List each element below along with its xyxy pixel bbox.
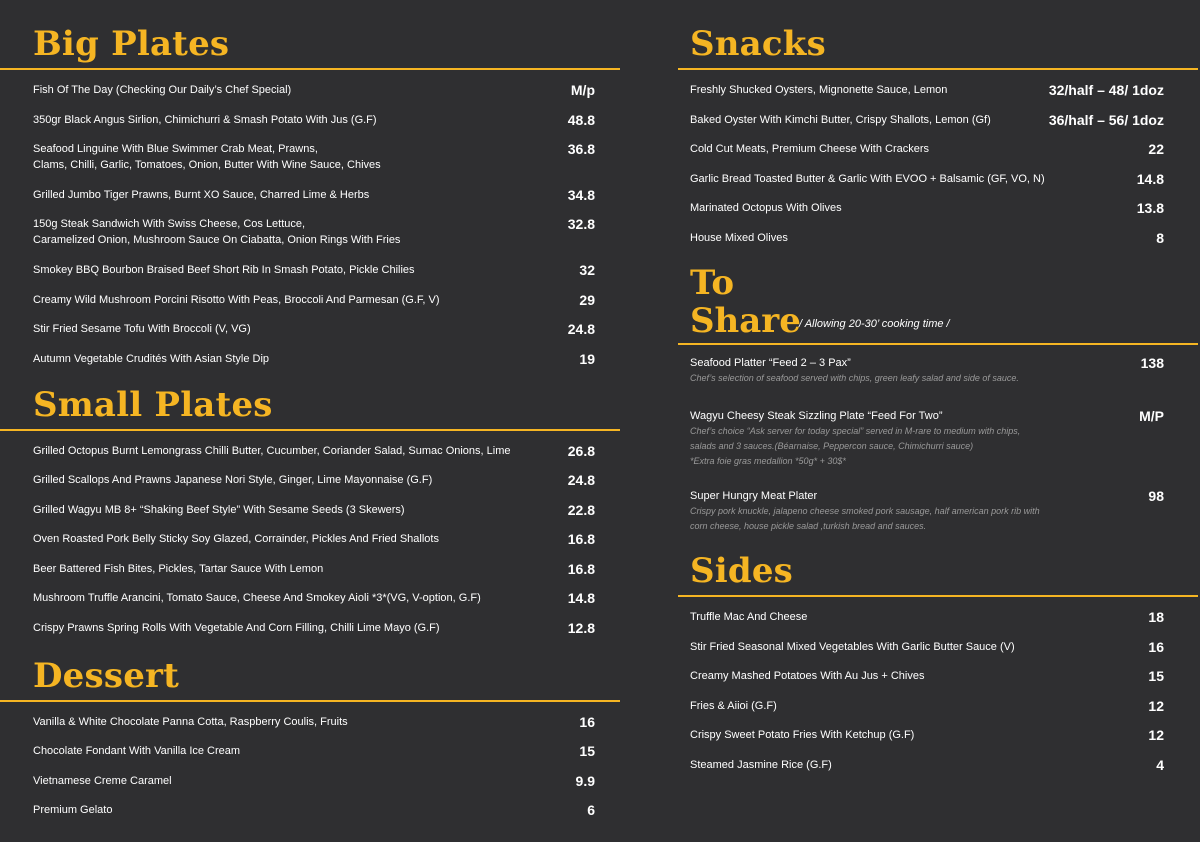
- item-price: 22: [1148, 141, 1164, 157]
- item-name: 350gr Black Angus Sirlion, Chimichurri & Smash Potato With Jus (G.F): [33, 114, 377, 126]
- item-price: 22.8: [567, 502, 595, 518]
- item-description: *Extra foie gras medallion *50g* + 30$*: [690, 456, 846, 466]
- item-name: Cold Cut Meats, Premium Cheese With Crackers: [690, 143, 930, 155]
- item-description: Crispy pork knuckle, jalapeno cheese smoked pork sausage, half american pork rib with: [690, 506, 1040, 516]
- item-name: Smokey BBQ Bourbon Braised Beef Short Rib In Smash Potato, Pickle Chilies: [33, 264, 415, 276]
- item-name: Oven Roasted Pork Belly Sticky Soy Glazed, Corrainder, Pickles And Fried Shallots: [33, 533, 439, 545]
- item-name-line2: Clams, Chilli, Garlic, Tomatoes, Onion, Butter With Wine Sauce, Chives: [33, 159, 381, 171]
- dessert-rule: [0, 700, 620, 702]
- item-name: Grilled Scallops And Prawns Japanese Nori Style, Ginger, Lime Mayonnaise (G.F): [33, 474, 433, 486]
- to-share-section: [678, 263, 1198, 531]
- snacks-section: [678, 24, 1198, 246]
- item-name: Garlic Bread Toasted Butter & Garlic With EVOO + Balsamic (GF, VO, N): [690, 173, 1045, 185]
- item-price: 32.8: [567, 216, 595, 232]
- item-name: Wagyu Cheesy Steak Sizzling Plate “Feed For Two”: [690, 410, 943, 422]
- item-name: Baked Oyster With Kimchi Butter, Crispy Shallots, Lemon (Gf): [690, 114, 991, 126]
- item-name: Premium Gelato: [33, 804, 113, 816]
- sides-section: [678, 551, 1198, 773]
- item-description: corn cheese, house pickle salad ,turkish bread and sauces.: [690, 521, 927, 531]
- dessert-section: [0, 656, 620, 818]
- dessert-heading: Dessert: [33, 656, 180, 696]
- item-description: Chef’s choice “Ask server for today special” served in M-rare to medium with chips,: [690, 426, 1021, 436]
- item-price: M/P: [1139, 408, 1164, 424]
- item-name: Steamed Jasmine Rice (G.F): [690, 759, 832, 771]
- item-name: Creamy Mashed Potatoes With Au Jus + Chives: [690, 670, 925, 682]
- item-name: Freshly Shucked Oysters, Mignonette Sauce, Lemon: [690, 84, 948, 96]
- item-name: Super Hungry Meat Plater: [690, 490, 818, 502]
- small-plates-section: [0, 385, 620, 636]
- item-price: 4: [1156, 757, 1164, 773]
- item-name: Seafood Linguine With Blue Swimmer Crab Meat, Prawns,: [33, 143, 318, 155]
- item-name: Crispy Prawns Spring Rolls With Vegetable And Corn Filling, Chilli Lime Mayo (G.F): [33, 622, 440, 634]
- item-price: 18: [1148, 609, 1164, 625]
- item-price: 24.8: [567, 321, 595, 337]
- to-share-heading-row: [678, 302, 1198, 340]
- item-name: Crispy Sweet Potato Fries With Ketchup (G.F): [690, 729, 915, 741]
- cooking-time-note: / Allowing 20-30’ cooking time /: [799, 318, 950, 330]
- small-plates-heading: Small Plates: [33, 385, 273, 425]
- item-name: Autumn Vegetable Crudités With Asian Style Dip: [33, 353, 270, 365]
- item-price: 12.8: [567, 620, 595, 636]
- snacks-rule: [678, 68, 1198, 70]
- item-description: Chef’s selection of seafood served with chips, green leafy salad and side of sauce.: [690, 373, 1019, 383]
- item-name: Beer Battered Fish Bites, Pickles, Tartar Sauce With Lemon: [33, 563, 324, 575]
- item-price: 16: [579, 714, 595, 730]
- item-price: 12: [1148, 727, 1164, 743]
- item-price: 14.8: [1136, 171, 1164, 187]
- item-name: Truffle Mac And Cheese: [690, 611, 808, 623]
- item-name: Mushroom Truffle Arancini, Tomato Sauce, Cheese And Smokey Aioli *3*(VG, V-option, G.F): [33, 592, 481, 604]
- item-description: salads and 3 sauces.(Béarnaise, Peppercon sauce, Chimichurri sauce): [690, 441, 974, 451]
- item-name: House Mixed Olives: [690, 232, 788, 244]
- item-name: Chocolate Fondant With Vanilla Ice Cream: [33, 745, 241, 757]
- item-price: 138: [1140, 355, 1164, 371]
- item-price: 32: [579, 262, 595, 278]
- item-price: 6: [587, 802, 595, 818]
- item-price: 29: [579, 292, 595, 308]
- item-price: 16.8: [567, 531, 595, 547]
- item-name: Fries & Aiioi (G.F): [690, 700, 777, 712]
- snacks-heading: Snacks: [690, 24, 826, 64]
- item-price: 16.8: [567, 561, 595, 577]
- item-price: 9.9: [575, 773, 595, 789]
- item-price: 12: [1148, 698, 1164, 714]
- item-name: Stir Fried Seasonal Mixed Vegetables With Garlic Butter Sauce (V): [690, 641, 1015, 653]
- to-share-rule: [678, 343, 1198, 345]
- item-name: Grilled Wagyu MB 8+ “Shaking Beef Style” With Sesame Seeds (3 Skewers): [33, 504, 405, 516]
- item-price: 15: [1148, 668, 1164, 684]
- item-name: 150g Steak Sandwich With Swiss Cheese, Cos Lettuce,: [33, 218, 306, 230]
- item-price: 8: [1156, 230, 1164, 246]
- item-price: 34.8: [567, 187, 595, 203]
- item-price: 19: [579, 351, 595, 367]
- item-price: 32/half – 48/ 1doz: [1048, 82, 1164, 98]
- item-price: 24.8: [567, 472, 595, 488]
- item-name: Vietnamese Creme Caramel: [33, 775, 172, 787]
- item-name: Creamy Wild Mushroom Porcini Risotto With Peas, Broccoli And Parmesan (G.F, V): [33, 294, 440, 306]
- to-share-heading-line1: To: [690, 263, 735, 303]
- item-price: 15: [579, 743, 595, 759]
- item-name: Vanilla & White Chocolate Panna Cotta, Raspberry Coulis, Fruits: [33, 716, 348, 728]
- item-name: Grilled Octopus Burnt Lemongrass Chilli Butter, Cucumber, Coriander Salad, Sumac Onions, Lime: [33, 445, 511, 457]
- item-price: 36.8: [567, 141, 595, 157]
- big-plates-heading: Big Plates: [33, 24, 230, 64]
- item-price: 98: [1148, 488, 1164, 504]
- item-price: 26.8: [567, 443, 595, 459]
- item-name: Stir Fried Sesame Tofu With Broccoli (V, VG): [33, 323, 251, 335]
- big-plates-section: [0, 24, 620, 367]
- item-price: M/p: [570, 82, 595, 98]
- item-price: 13.8: [1136, 200, 1164, 216]
- to-share-heading-line2: Share: [690, 301, 801, 341]
- big-plates-rule: [0, 68, 620, 70]
- small-plates-rule: [0, 429, 620, 431]
- item-price: 36/half – 56/ 1doz: [1048, 112, 1164, 128]
- item-name: Marinated Octopus With Olives: [690, 202, 842, 214]
- item-price: 48.8: [567, 112, 595, 128]
- item-price: 16: [1148, 639, 1164, 655]
- sides-heading: Sides: [690, 551, 794, 591]
- sides-rule: [678, 595, 1198, 597]
- item-name: Grilled Jumbo Tiger Prawns, Burnt XO Sauce, Charred Lime & Herbs: [33, 189, 370, 201]
- item-name-line2: Caramelized Onion, Mushroom Sauce On Ciabatta, Onion Rings With Fries: [33, 234, 401, 246]
- item-price: 14.8: [567, 590, 595, 606]
- item-name: Seafood Platter “Feed 2 – 3 Pax”: [690, 357, 851, 369]
- item-name: Fish Of The Day (Checking Our Daily’s Chef Special): [33, 84, 292, 96]
